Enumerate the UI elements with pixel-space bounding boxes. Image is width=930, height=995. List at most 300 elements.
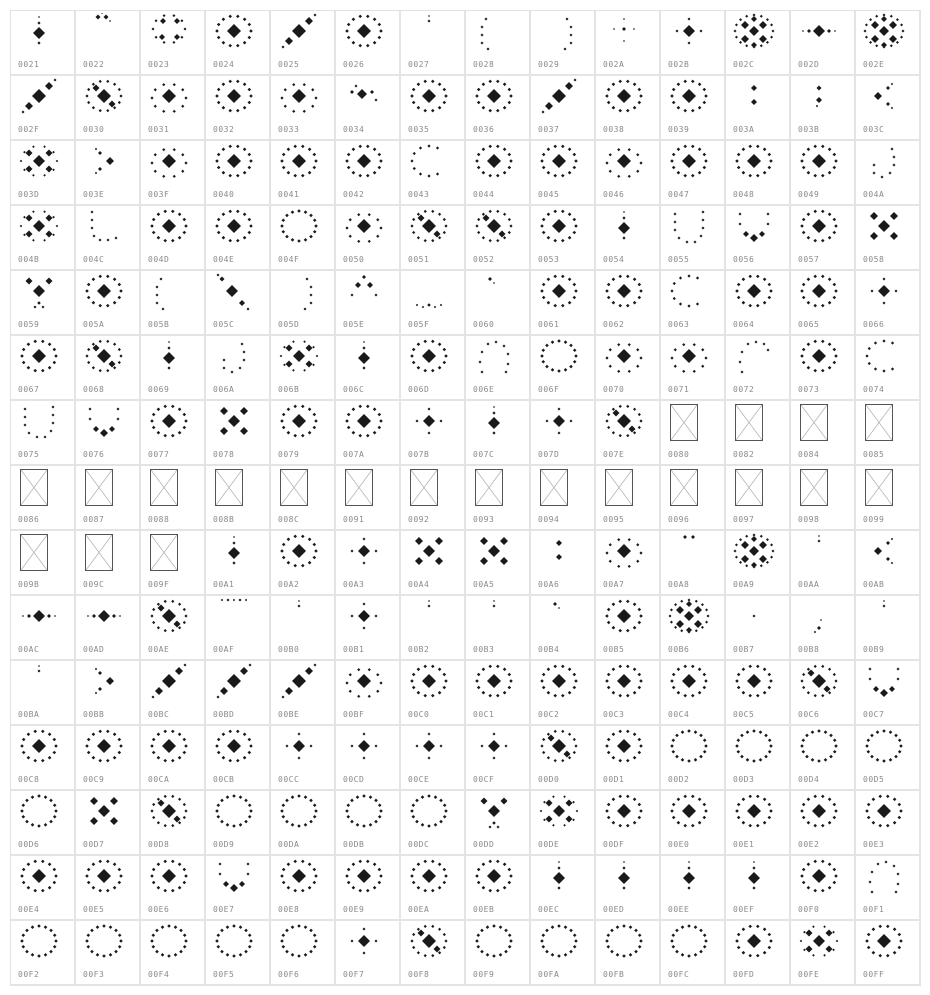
glyph-code-label: 00F8 <box>408 970 430 979</box>
glyph-cell-00c4[interactable] <box>661 661 726 726</box>
glyph-cell-00e5[interactable] <box>76 856 141 921</box>
glyph-cell-0052[interactable] <box>466 206 531 271</box>
glyph-cell-00df[interactable] <box>596 791 661 856</box>
glyph-cell-00d0[interactable] <box>531 726 596 791</box>
glyph-cell-0032[interactable] <box>206 76 271 141</box>
glyph-code-label: 00E8 <box>278 905 300 914</box>
glyph-cell-00f2[interactable] <box>11 921 76 986</box>
glyph-cell-0042[interactable] <box>336 141 401 206</box>
glyph-cell-00e0[interactable] <box>661 791 726 856</box>
glyph-cell-00af[interactable] <box>206 596 271 661</box>
glyph-cell-006c[interactable] <box>336 336 401 401</box>
glyph-code-label: 004D <box>148 255 170 264</box>
glyph-cell-00e8[interactable] <box>271 856 336 921</box>
glyph-cell-00a7[interactable] <box>596 531 661 596</box>
glyph-code-label: 007A <box>343 450 365 459</box>
glyph-cell-0096[interactable] <box>661 466 726 531</box>
glyph-cell-00d3[interactable] <box>726 726 791 791</box>
glyph-cell-00c9[interactable] <box>76 726 141 791</box>
glyph-cell-0051[interactable] <box>401 206 466 271</box>
glyph-cell-0028[interactable] <box>466 11 531 76</box>
glyph-cell-00eb[interactable] <box>466 856 531 921</box>
glyph-cell-0071[interactable] <box>661 336 726 401</box>
glyph-cell-0084[interactable] <box>791 401 856 466</box>
glyph-ring-icon <box>277 923 321 967</box>
glyph-ring-slash-icon <box>797 663 841 707</box>
glyph-code-label: 00F4 <box>148 970 170 979</box>
glyph-cell-0074[interactable] <box>856 336 921 401</box>
glyph-cell-00c1[interactable] <box>466 661 531 726</box>
glyph-cell-0060[interactable] <box>466 271 531 336</box>
glyph-cell-006d[interactable] <box>401 336 466 401</box>
glyph-cell-00ac[interactable] <box>11 596 76 661</box>
glyph-cell-00c6[interactable] <box>791 661 856 726</box>
glyph-cell-004c[interactable] <box>76 206 141 271</box>
glyph-excl-icon <box>17 13 61 57</box>
glyph-tick-icon <box>277 598 321 642</box>
glyph-ring-big-icon <box>602 273 646 317</box>
missing-glyph-icon <box>865 404 893 441</box>
missing-glyph-icon <box>20 534 48 571</box>
glyph-cell-0056[interactable] <box>726 206 791 271</box>
glyph-cell-00b1[interactable] <box>336 596 401 661</box>
glyph-cell-0053[interactable] <box>531 206 596 271</box>
glyph-cell-009c[interactable] <box>76 531 141 596</box>
glyph-cell-0099[interactable] <box>856 466 921 531</box>
glyph-code-label: 00CE <box>408 775 430 784</box>
glyph-cell-00f1[interactable] <box>856 856 921 921</box>
glyph-cell-00be[interactable] <box>271 661 336 726</box>
glyph-code-label: 002E <box>863 60 885 69</box>
glyph-cell-00a8[interactable] <box>661 531 726 596</box>
glyph-cell-00da[interactable] <box>271 791 336 856</box>
glyph-ring-big-icon <box>797 143 841 187</box>
glyph-cell-004f[interactable] <box>271 206 336 271</box>
glyph-cell-00d6[interactable] <box>11 791 76 856</box>
glyph-cell-00d7[interactable] <box>76 791 141 856</box>
glyph-cell-0058[interactable] <box>856 206 921 271</box>
glyph-cell-003f[interactable] <box>141 141 206 206</box>
glyph-excl-icon <box>667 858 711 902</box>
glyph-code-label: 0045 <box>538 190 560 199</box>
glyph-cell-0031[interactable] <box>141 76 206 141</box>
glyph-cell-0038[interactable] <box>596 76 661 141</box>
glyph-cell-0033[interactable] <box>271 76 336 141</box>
glyph-cell-00b7[interactable] <box>726 596 791 661</box>
glyph-cell-0057[interactable] <box>791 206 856 271</box>
glyph-cell-004e[interactable] <box>206 206 271 271</box>
glyph-cell-00ee[interactable] <box>661 856 726 921</box>
glyph-cell-003a[interactable] <box>726 76 791 141</box>
glyph-cell-00bd[interactable] <box>206 661 271 726</box>
glyph-cell-0098[interactable] <box>791 466 856 531</box>
glyph-cell-0044[interactable] <box>466 141 531 206</box>
glyph-cell-009b[interactable] <box>11 531 76 596</box>
glyph-cell-0055[interactable] <box>661 206 726 271</box>
glyph-ring-big-icon <box>82 273 126 317</box>
glyph-cell-003c[interactable] <box>856 76 921 141</box>
glyph-code-label: 005C <box>213 320 235 329</box>
glyph-cell-00f7[interactable] <box>336 921 401 986</box>
glyph-cell-003d[interactable] <box>11 141 76 206</box>
glyph-cell-0077[interactable] <box>141 401 206 466</box>
glyph-cell-0082[interactable] <box>726 401 791 466</box>
glyph-cell-00b5[interactable] <box>596 596 661 661</box>
glyph-cell-002b[interactable] <box>661 11 726 76</box>
glyph-cell-0049[interactable] <box>791 141 856 206</box>
glyph-ring-big-icon <box>17 338 61 382</box>
glyph-cell-00a1[interactable] <box>206 531 271 596</box>
glyph-cell-0086[interactable] <box>11 466 76 531</box>
glyph-cell-007c[interactable] <box>466 401 531 466</box>
glyph-ring-x-icon <box>277 338 321 382</box>
glyph-cell-006e[interactable] <box>466 336 531 401</box>
glyph-ring-big-icon <box>667 793 711 837</box>
glyph-cell-00c7[interactable] <box>856 661 921 726</box>
glyph-code-label: 0050 <box>343 255 365 264</box>
glyph-cell-00d1[interactable] <box>596 726 661 791</box>
glyph-code-label: 00B6 <box>668 645 690 654</box>
glyph-cell-00e9[interactable] <box>336 856 401 921</box>
glyph-quote-icon <box>82 13 126 57</box>
glyph-ring-icon <box>342 793 386 837</box>
glyph-code-label: 003A <box>733 125 755 134</box>
glyph-cell-0091[interactable] <box>336 466 401 531</box>
glyph-quote-small-icon <box>667 533 711 577</box>
glyph-cell-0027[interactable] <box>401 11 466 76</box>
glyph-cell-00fd[interactable] <box>726 921 791 986</box>
glyph-cell-00c0[interactable] <box>401 661 466 726</box>
glyph-slash-big-icon <box>147 663 191 707</box>
glyph-cell-00fb[interactable] <box>596 921 661 986</box>
glyph-code-label: 0066 <box>863 320 885 329</box>
glyph-cell-00cf[interactable] <box>466 726 531 791</box>
glyph-ring-big-icon <box>797 793 841 837</box>
glyph-ring-big-icon <box>667 143 711 187</box>
glyph-cell-002f[interactable] <box>11 76 76 141</box>
glyph-cell-0063[interactable] <box>661 271 726 336</box>
glyph-cell-00bb[interactable] <box>76 661 141 726</box>
glyph-cell-0040[interactable] <box>206 141 271 206</box>
glyph-cell-00ba[interactable] <box>11 661 76 726</box>
glyph-excl-icon <box>537 858 581 902</box>
glyph-code-label: 00A1 <box>213 580 235 589</box>
glyph-cell-0025[interactable] <box>271 11 336 76</box>
glyph-cell-00f9[interactable] <box>466 921 531 986</box>
glyph-cell-004b[interactable] <box>11 206 76 271</box>
glyph-cell-00ad[interactable] <box>76 596 141 661</box>
glyph-plus-icon <box>342 598 386 642</box>
glyph-cell-003e[interactable] <box>76 141 141 206</box>
glyph-cell-00ed[interactable] <box>596 856 661 921</box>
glyph-cell-0043[interactable] <box>401 141 466 206</box>
glyph-code-label: 00C1 <box>473 710 495 719</box>
glyph-cell-00ab[interactable] <box>856 531 921 596</box>
glyph-cell-0064[interactable] <box>726 271 791 336</box>
glyph-cell-0041[interactable] <box>271 141 336 206</box>
glyph-cell-0030[interactable] <box>76 76 141 141</box>
glyph-cell-00d8[interactable] <box>141 791 206 856</box>
glyph-cell-00e2[interactable] <box>791 791 856 856</box>
glyph-cell-00dd[interactable] <box>466 791 531 856</box>
glyph-cell-005a[interactable] <box>76 271 141 336</box>
glyph-cell-0088[interactable] <box>141 466 206 531</box>
glyph-cell-0067[interactable] <box>11 336 76 401</box>
glyph-cell-0095[interactable] <box>596 466 661 531</box>
glyph-ring-big-icon <box>602 793 646 837</box>
glyph-ring-icon <box>277 793 321 837</box>
glyph-cell-00b2[interactable] <box>401 596 466 661</box>
glyph-cell-006b[interactable] <box>271 336 336 401</box>
glyph-cell-00bc[interactable] <box>141 661 206 726</box>
glyph-ring-slash-icon <box>407 208 451 252</box>
glyph-cell-00c8[interactable] <box>11 726 76 791</box>
glyph-cell-002e[interactable] <box>856 11 921 76</box>
glyph-cell-0039[interactable] <box>661 76 726 141</box>
glyph-cell-005b[interactable] <box>141 271 206 336</box>
glyph-cell-0037[interactable] <box>531 76 596 141</box>
glyph-cell-006a[interactable] <box>206 336 271 401</box>
glyph-cell-00a3[interactable] <box>336 531 401 596</box>
glyph-code-label: 0047 <box>668 190 690 199</box>
glyph-cell-00f4[interactable] <box>141 921 206 986</box>
glyph-cell-00cc[interactable] <box>271 726 336 791</box>
glyph-cell-004d[interactable] <box>141 206 206 271</box>
glyph-cell-007b[interactable] <box>401 401 466 466</box>
glyph-ring-slash-icon <box>82 338 126 382</box>
glyph-cell-0079[interactable] <box>271 401 336 466</box>
glyph-code-label: 003E <box>83 190 105 199</box>
glyph-cell-0062[interactable] <box>596 271 661 336</box>
missing-glyph-icon <box>735 404 763 441</box>
glyph-code-label: 00BB <box>83 710 105 719</box>
glyph-code-label: 00D9 <box>213 840 235 849</box>
glyph-cell-005e[interactable] <box>336 271 401 336</box>
glyph-v-icon <box>82 403 126 447</box>
glyph-j-icon <box>212 338 256 382</box>
glyph-cell-0024[interactable] <box>206 11 271 76</box>
glyph-cell-0070[interactable] <box>596 336 661 401</box>
glyph-cell-00b0[interactable] <box>271 596 336 661</box>
glyph-cell-0036[interactable] <box>466 76 531 141</box>
glyph-cell-00e6[interactable] <box>141 856 206 921</box>
glyph-cell-0065[interactable] <box>791 271 856 336</box>
glyph-cell-0073[interactable] <box>791 336 856 401</box>
glyph-cell-00f0[interactable] <box>791 856 856 921</box>
glyph-cell-00e1[interactable] <box>726 791 791 856</box>
glyph-cell-003b[interactable] <box>791 76 856 141</box>
glyph-code-label: 00CC <box>278 775 300 784</box>
glyph-cell-0047[interactable] <box>661 141 726 206</box>
glyph-cell-00d4[interactable] <box>791 726 856 791</box>
glyph-cell-00db[interactable] <box>336 791 401 856</box>
glyph-cell-0072[interactable] <box>726 336 791 401</box>
glyph-cell-00aa[interactable] <box>791 531 856 596</box>
glyph-cell-00f3[interactable] <box>76 921 141 986</box>
glyph-cell-00f5[interactable] <box>206 921 271 986</box>
glyph-ring-slash-icon <box>147 598 191 642</box>
glyph-cell-0023[interactable] <box>141 11 206 76</box>
glyph-ring-big-icon <box>212 78 256 122</box>
glyph-ring-open-icon <box>342 208 386 252</box>
glyph-cell-00dc[interactable] <box>401 791 466 856</box>
glyph-cell-005c[interactable] <box>206 271 271 336</box>
glyph-code-label: 005B <box>148 320 170 329</box>
glyph-cell-00ef[interactable] <box>726 856 791 921</box>
glyph-cell-0026[interactable] <box>336 11 401 76</box>
glyph-cell-0075[interactable] <box>11 401 76 466</box>
glyph-grid <box>10 10 921 986</box>
glyph-code-label: 002C <box>733 60 755 69</box>
glyph-cell-0069[interactable] <box>141 336 206 401</box>
glyph-cell-00b6[interactable] <box>661 596 726 661</box>
glyph-ring-icon <box>537 338 581 382</box>
glyph-ring-open-icon <box>147 143 191 187</box>
glyph-cell-00a9[interactable] <box>726 531 791 596</box>
glyph-code-label: 00B2 <box>408 645 430 654</box>
glyph-cell-00a5[interactable] <box>466 531 531 596</box>
glyph-cell-00ff[interactable] <box>856 921 921 986</box>
glyph-cell-0061[interactable] <box>531 271 596 336</box>
glyph-cell-00c2[interactable] <box>531 661 596 726</box>
glyph-ring-big-icon <box>667 663 711 707</box>
missing-glyph-icon <box>670 404 698 441</box>
glyph-cell-0035[interactable] <box>401 76 466 141</box>
glyph-cell-00f8[interactable] <box>401 921 466 986</box>
glyph-colon-icon <box>537 533 581 577</box>
glyph-cell-0097[interactable] <box>726 466 791 531</box>
glyph-cell-00a2[interactable] <box>271 531 336 596</box>
glyph-n-icon <box>472 338 516 382</box>
glyph-x-icon <box>407 533 451 577</box>
glyph-cell-00b4[interactable] <box>531 596 596 661</box>
glyph-ring-slash-icon <box>147 793 191 837</box>
glyph-cell-002c[interactable] <box>726 11 791 76</box>
glyph-ring-open-icon <box>667 338 711 382</box>
glyph-code-label: 00B3 <box>473 645 495 654</box>
glyph-cell-007d[interactable] <box>531 401 596 466</box>
glyph-v-icon <box>732 208 776 252</box>
glyph-cell-00e7[interactable] <box>206 856 271 921</box>
glyph-cell-00d2[interactable] <box>661 726 726 791</box>
glyph-code-label: 00C4 <box>668 710 690 719</box>
glyph-cell-005f[interactable] <box>401 271 466 336</box>
glyph-cell-0092[interactable] <box>401 466 466 531</box>
glyph-plus-icon <box>407 728 451 772</box>
glyph-cell-0094[interactable] <box>531 466 596 531</box>
glyph-code-label: 00B9 <box>863 645 885 654</box>
glyph-code-label: 0064 <box>733 320 755 329</box>
glyph-cell-00bf[interactable] <box>336 661 401 726</box>
glyph-cell-00de[interactable] <box>531 791 596 856</box>
glyph-cell-00cd[interactable] <box>336 726 401 791</box>
glyph-cell-0080[interactable] <box>661 401 726 466</box>
missing-glyph-icon <box>800 404 828 441</box>
glyph-cell-0059[interactable] <box>11 271 76 336</box>
glyph-cell-007e[interactable] <box>596 401 661 466</box>
glyph-cell-00fe[interactable] <box>791 921 856 986</box>
glyph-cell-0085[interactable] <box>856 401 921 466</box>
glyph-cell-00d9[interactable] <box>206 791 271 856</box>
glyph-cell-0048[interactable] <box>726 141 791 206</box>
glyph-cell-00cb[interactable] <box>206 726 271 791</box>
glyph-cell-0054[interactable] <box>596 206 661 271</box>
glyph-code-label: 00D4 <box>798 775 820 784</box>
glyph-ring-big-icon <box>667 78 711 122</box>
glyph-tick-icon <box>407 598 451 642</box>
glyph-ring-icon <box>667 728 711 772</box>
glyph-code-label: 00A7 <box>603 580 625 589</box>
glyph-cell-00f6[interactable] <box>271 921 336 986</box>
glyph-cell-00ca[interactable] <box>141 726 206 791</box>
glyph-cell-0022[interactable] <box>76 11 141 76</box>
glyph-code-label: 0024 <box>213 60 235 69</box>
glyph-slash-big-icon <box>17 78 61 122</box>
glyph-u-icon <box>667 208 711 252</box>
glyph-code-label: 004C <box>83 255 105 264</box>
glyph-x-icon <box>82 793 126 837</box>
glyph-cell-00a6[interactable] <box>531 531 596 596</box>
glyph-cell-00d5[interactable] <box>856 726 921 791</box>
glyph-cell-0093[interactable] <box>466 466 531 531</box>
glyph-cell-002a[interactable] <box>596 11 661 76</box>
glyph-cell-009f[interactable] <box>141 531 206 596</box>
glyph-cell-006f[interactable] <box>531 336 596 401</box>
glyph-cell-00ea[interactable] <box>401 856 466 921</box>
glyph-cell-0087[interactable] <box>76 466 141 531</box>
glyph-cell-00c3[interactable] <box>596 661 661 726</box>
glyph-cell-0078[interactable] <box>206 401 271 466</box>
glyph-cell-002d[interactable] <box>791 11 856 76</box>
glyph-cell-005d[interactable] <box>271 271 336 336</box>
glyph-cell-00ce[interactable] <box>401 726 466 791</box>
glyph-cell-0050[interactable] <box>336 206 401 271</box>
glyph-cell-00b8[interactable] <box>791 596 856 661</box>
glyph-cell-0021[interactable] <box>11 11 76 76</box>
glyph-cell-00fc[interactable] <box>661 921 726 986</box>
glyph-y-icon <box>17 273 61 317</box>
glyph-cell-00e4[interactable] <box>11 856 76 921</box>
glyph-code-label: 00A6 <box>538 580 560 589</box>
glyph-code-label: 00EC <box>538 905 560 914</box>
glyph-cell-0046[interactable] <box>596 141 661 206</box>
glyph-cell-00e3[interactable] <box>856 791 921 856</box>
glyph-cell-00a4[interactable] <box>401 531 466 596</box>
glyph-cell-007a[interactable] <box>336 401 401 466</box>
glyph-excl-icon <box>732 858 776 902</box>
glyph-cell-0076[interactable] <box>76 401 141 466</box>
glyph-cell-00ae[interactable] <box>141 596 206 661</box>
glyph-cell-00ec[interactable] <box>531 856 596 921</box>
glyph-code-label: 00F6 <box>278 970 300 979</box>
glyph-cell-00fa[interactable] <box>531 921 596 986</box>
glyph-star-icon <box>602 13 646 57</box>
glyph-cell-008b[interactable] <box>206 466 271 531</box>
glyph-cell-00b9[interactable] <box>856 596 921 661</box>
glyph-cell-00c5[interactable] <box>726 661 791 726</box>
glyph-code-label: 009B <box>18 580 40 589</box>
glyph-cell-008c[interactable] <box>271 466 336 531</box>
glyph-cell-0034[interactable] <box>336 76 401 141</box>
glyph-cell-0045[interactable] <box>531 141 596 206</box>
glyph-cell-0029[interactable] <box>531 11 596 76</box>
glyph-cell-0066[interactable] <box>856 271 921 336</box>
glyph-code-label: 00C5 <box>733 710 755 719</box>
glyph-cell-004a[interactable] <box>856 141 921 206</box>
glyph-cell-0068[interactable] <box>76 336 141 401</box>
glyph-code-label: 008C <box>278 515 300 524</box>
glyph-cell-00b3[interactable] <box>466 596 531 661</box>
